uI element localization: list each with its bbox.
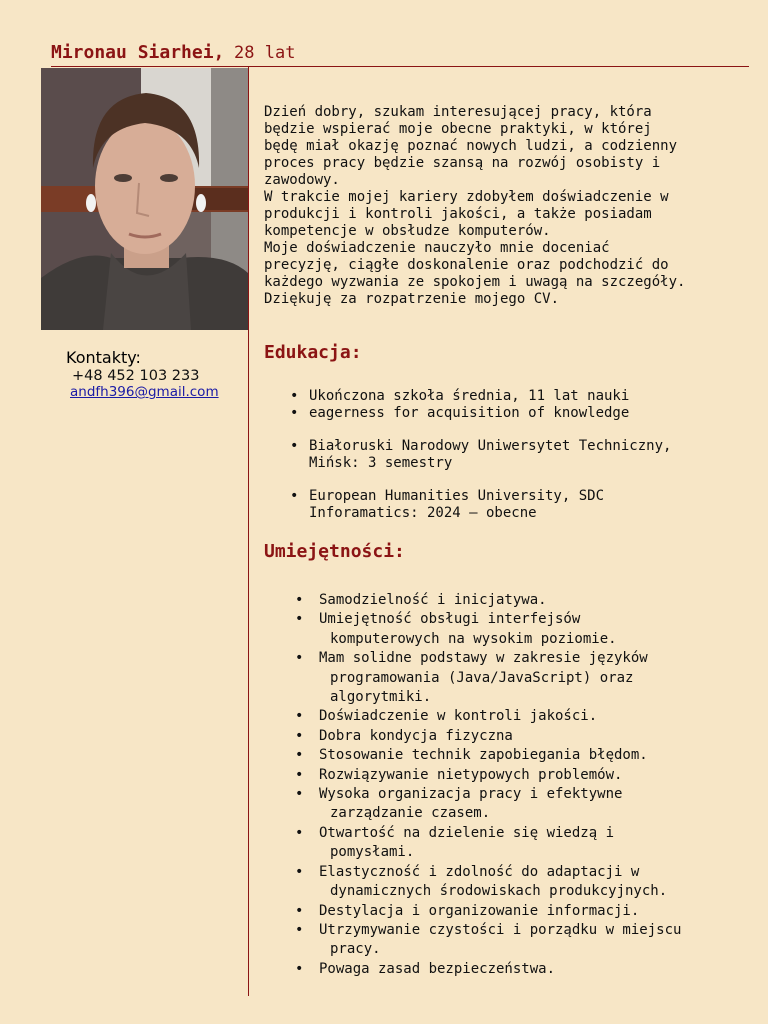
skill-item-line: • Wysoka organizacja pracy i efektywne	[319, 786, 623, 803]
intro-text	[264, 104, 744, 308]
person-age: 28 lat	[234, 43, 296, 63]
skill-item	[295, 746, 750, 765]
skill-item-line: • Umiejętność obsługi interfejsów	[319, 611, 581, 628]
skill-item-line: algorytmiki.	[330, 689, 432, 706]
skill-item-line: • Doświadczenie w kontroli jakości.	[319, 708, 598, 725]
skill-item	[295, 610, 750, 649]
education-item-line: Inforamatics: 2024 – obecne	[309, 505, 537, 521]
education-item	[290, 405, 750, 422]
profile-photo	[41, 68, 248, 330]
skill-item-line: • Samodzielność i inicjatywa.	[319, 592, 547, 608]
skill-item-line: dynamicznych środowiskach produkcyjnych.	[330, 883, 668, 900]
skill-item-line: • Otwartość na dzielenie się wiedzą i	[319, 824, 615, 841]
skill-item	[295, 902, 750, 921]
skill-item-line: komputerowych na wysokim poziomie.	[330, 630, 617, 647]
education-item-line: • Białoruski Narodowy Uniwersytet Techniczny,	[309, 438, 672, 454]
skill-item-line: • Elastyczność i zdolność do adaptacji w	[319, 863, 640, 880]
education-item-line: • Ukończona szkoła średnia, 11 lat nauki	[309, 388, 630, 404]
intro-line: proces pracy będzie szansą na rozwój osobisty i	[264, 155, 661, 171]
cv-header	[51, 42, 295, 63]
intro-line: Dziękuję za rozpatrzenie mojego CV.	[264, 291, 560, 307]
intro-line: będę miał okazję poznać nowych ludzi, a codzienny	[264, 138, 678, 154]
skill-item-line: pomysłami.	[330, 844, 415, 861]
intro-line: Moje doświadczenie nauczyło mnie doceniać	[264, 240, 610, 256]
skill-item-line: • Mam solidne podstawy w zakresie języków	[319, 650, 648, 667]
skill-item-line: • Destylacja i organizowanie informacji.	[319, 902, 640, 919]
column-divider	[248, 66, 249, 996]
header-divider	[51, 66, 749, 67]
skill-item	[295, 824, 750, 863]
skills-title: Umiejętności:	[264, 541, 405, 562]
skill-item	[295, 649, 750, 707]
education-item-line: Mińsk: 3 semestry	[309, 455, 453, 471]
skill-item-line: • Utrzymywanie czystości i porządku w miejscu	[319, 921, 682, 938]
skill-item-line: pracy.	[330, 941, 381, 958]
skill-item	[295, 707, 750, 726]
education-list	[290, 388, 750, 522]
intro-line: każdego wyzwania ze spokojem i uwagą na szczegóły.	[264, 274, 686, 290]
skills-list	[295, 591, 750, 979]
skill-item-line: • Rozwiązywanie nietypowych problemów.	[319, 766, 623, 783]
education-item	[290, 488, 750, 522]
skill-item	[295, 921, 750, 960]
skill-item-line: • Stosowanie technik zapobiegania błędom.	[319, 747, 648, 764]
skill-item-line: • Dobra kondycja fizyczna	[319, 727, 513, 744]
email-link[interactable]: andfh396@gmail.com	[70, 384, 219, 400]
skill-item	[295, 766, 750, 785]
contacts-block	[66, 348, 219, 400]
skill-item-line: zarządzanie czasem.	[330, 805, 491, 822]
education-title: Edukacja:	[264, 342, 362, 363]
skill-item	[295, 727, 750, 746]
intro-line: produkcji i kontroli jakości, a także posiadam	[264, 206, 652, 222]
intro-line: precyzję, ciągłe doskonalenie oraz podchodzić do	[264, 257, 669, 273]
skill-item-line: programowania (Java/JavaScript) oraz	[330, 669, 634, 686]
intro-line: kompetencje w obsłudze komputerów.	[264, 223, 551, 239]
skill-item	[295, 785, 750, 824]
contacts-label: Kontakty:	[66, 348, 141, 367]
person-name: Mironau Siarhei,	[51, 42, 225, 63]
intro-line: W trakcie mojej kariery zdobyłem doświadczenie w	[264, 189, 669, 205]
intro-line: Dzień dobry, szukam interesującej pracy, która	[264, 104, 652, 120]
skill-item	[295, 863, 750, 902]
portrait-image	[41, 68, 248, 330]
education-item-line: • European Humanities University, SDC	[309, 488, 605, 504]
intro-line: zawodowy.	[264, 172, 340, 188]
education-item-line: • eagerness for acquisition of knowledge	[309, 405, 630, 421]
intro-line: będzie wspierać moje obecne praktyki, w której	[264, 121, 652, 137]
phone-number: +48 452 103 233	[72, 368, 200, 384]
skill-item-line: • Powaga zasad bezpieczeństwa.	[319, 960, 556, 977]
education-item	[290, 388, 750, 405]
skill-item	[295, 591, 750, 610]
education-item	[290, 438, 750, 472]
skill-item	[295, 960, 750, 979]
